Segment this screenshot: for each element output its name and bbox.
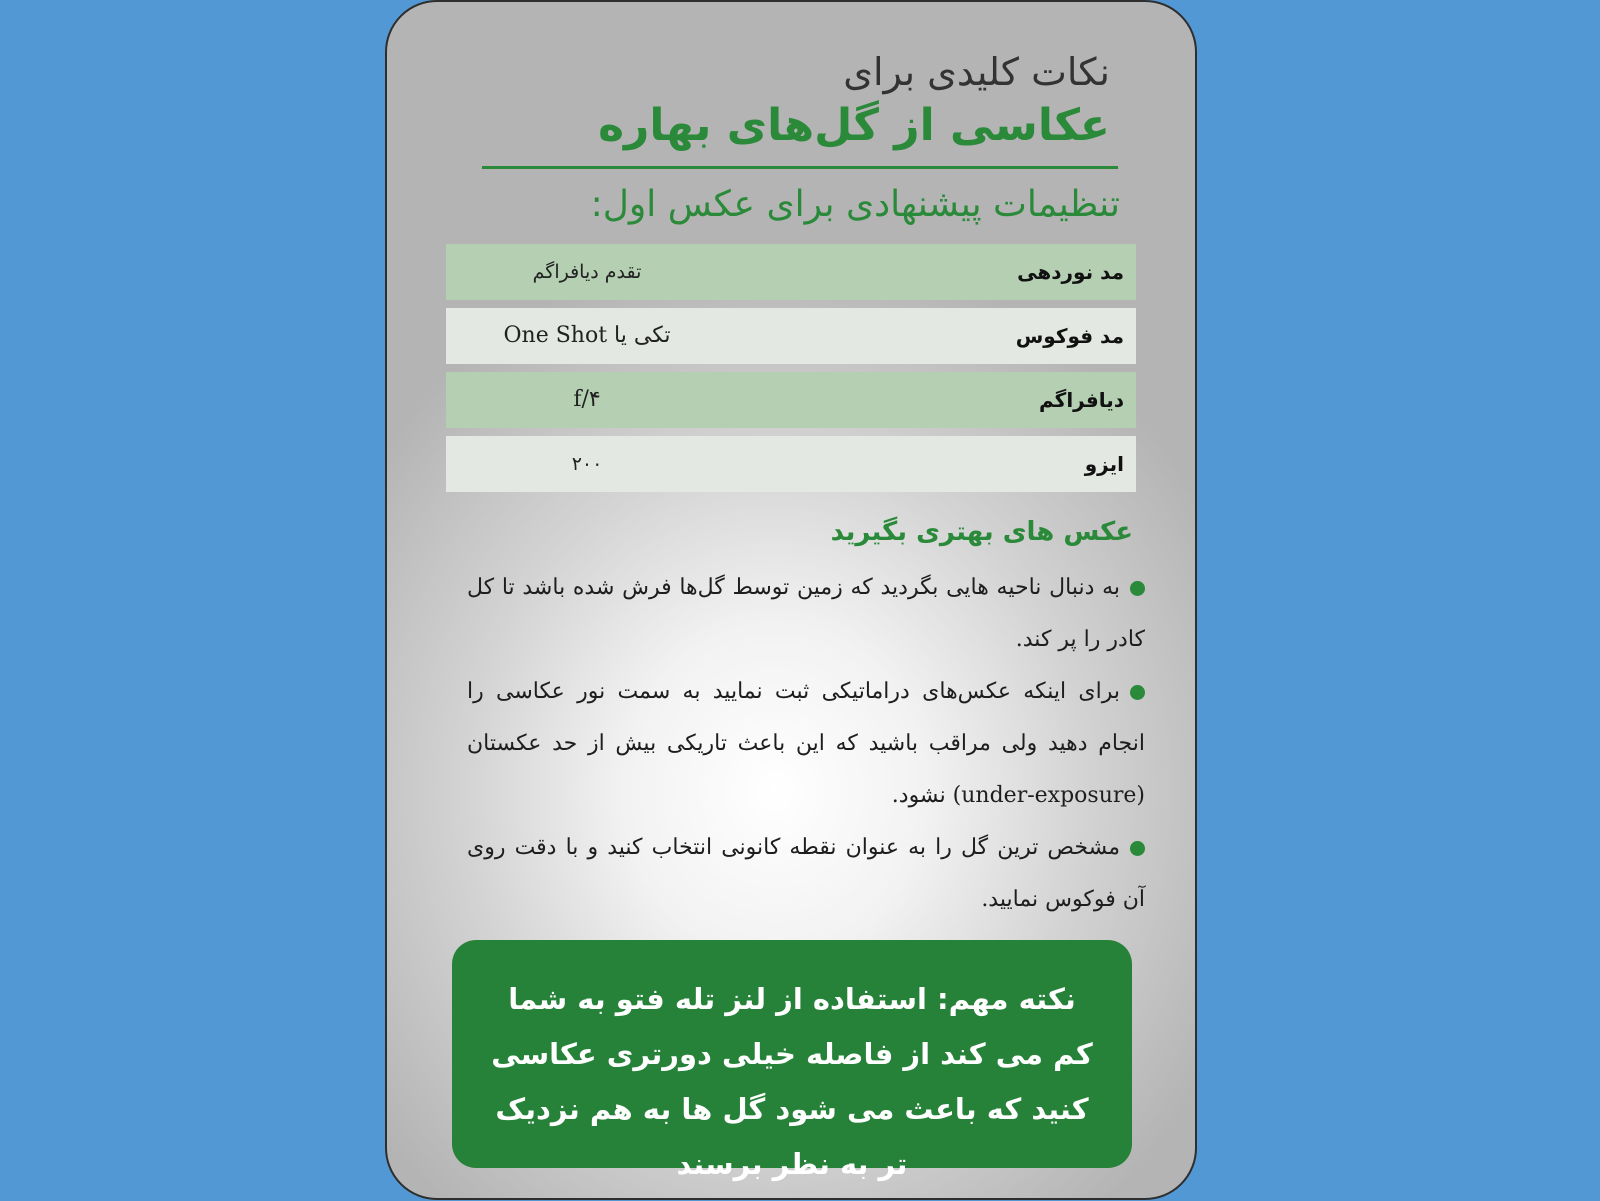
bullet-icon [1130, 841, 1145, 856]
settings-row-exposure-mode [446, 244, 1136, 300]
tip-text: به دنبال ناحیه هایی بگردید که زمین توسط گل‌ها فرش شده باشد تا کل کادر را پر کند. [467, 575, 1145, 652]
setting-value: ۲۰۰ [571, 453, 603, 475]
title-line-1: نکات کلیدی برای [843, 50, 1110, 94]
settings-row-aperture [446, 372, 1136, 428]
setting-label: مد فوکوس [1015, 324, 1124, 348]
settings-row-focus-mode [446, 308, 1136, 364]
tips-card [385, 0, 1197, 1200]
title-line-2: عکاسی از گل‌های بهاره [598, 100, 1110, 151]
settings-row-iso [446, 436, 1136, 492]
important-note-box [452, 940, 1132, 1181]
tip-item [467, 822, 1145, 926]
settings-table [446, 244, 1136, 500]
setting-value: تقدم دیافراگم [532, 261, 642, 283]
tip-text: مشخص ترین گل را به عنوان نقطه کانونی انتخاب کنید و با دقت روی آن فوکوس نمایید. [467, 835, 1145, 912]
bullet-icon [1130, 581, 1145, 596]
tip-text: برای اینکه عکس‌های دراماتیکی ثبت نمایید به سمت نور عکاسی را انجام دهید ولی مراقب باشید که این باعث تاریکی بیش از حد عکستان (under-exposure) نشود. [467, 679, 1145, 808]
tips-list [467, 562, 1145, 926]
setting-label: ایزو [1084, 452, 1124, 476]
tip-item [467, 666, 1145, 822]
settings-heading: تنظیمات پیشنهادی برای عکس اول: [590, 184, 1120, 225]
setting-label: مد نوردهی [1017, 260, 1124, 284]
tip-item [467, 562, 1145, 666]
setting-label: دیافراگم [1039, 388, 1124, 412]
tips-heading: عکس های بهتری بگیرید [830, 517, 1133, 547]
bullet-icon [1130, 685, 1145, 700]
setting-value: f/۴ [573, 387, 601, 412]
title-divider [482, 166, 1118, 169]
important-note-text: نکته مهم: استفاده از لنز تله فتو به شما کم می کند از فاصله خیلی دورتری عکاسی کنید که باعث می شود گل ها به هم نزدیک تر به نظر برسند [491, 982, 1093, 1181]
setting-value: تکی یا One Shot [503, 323, 671, 348]
